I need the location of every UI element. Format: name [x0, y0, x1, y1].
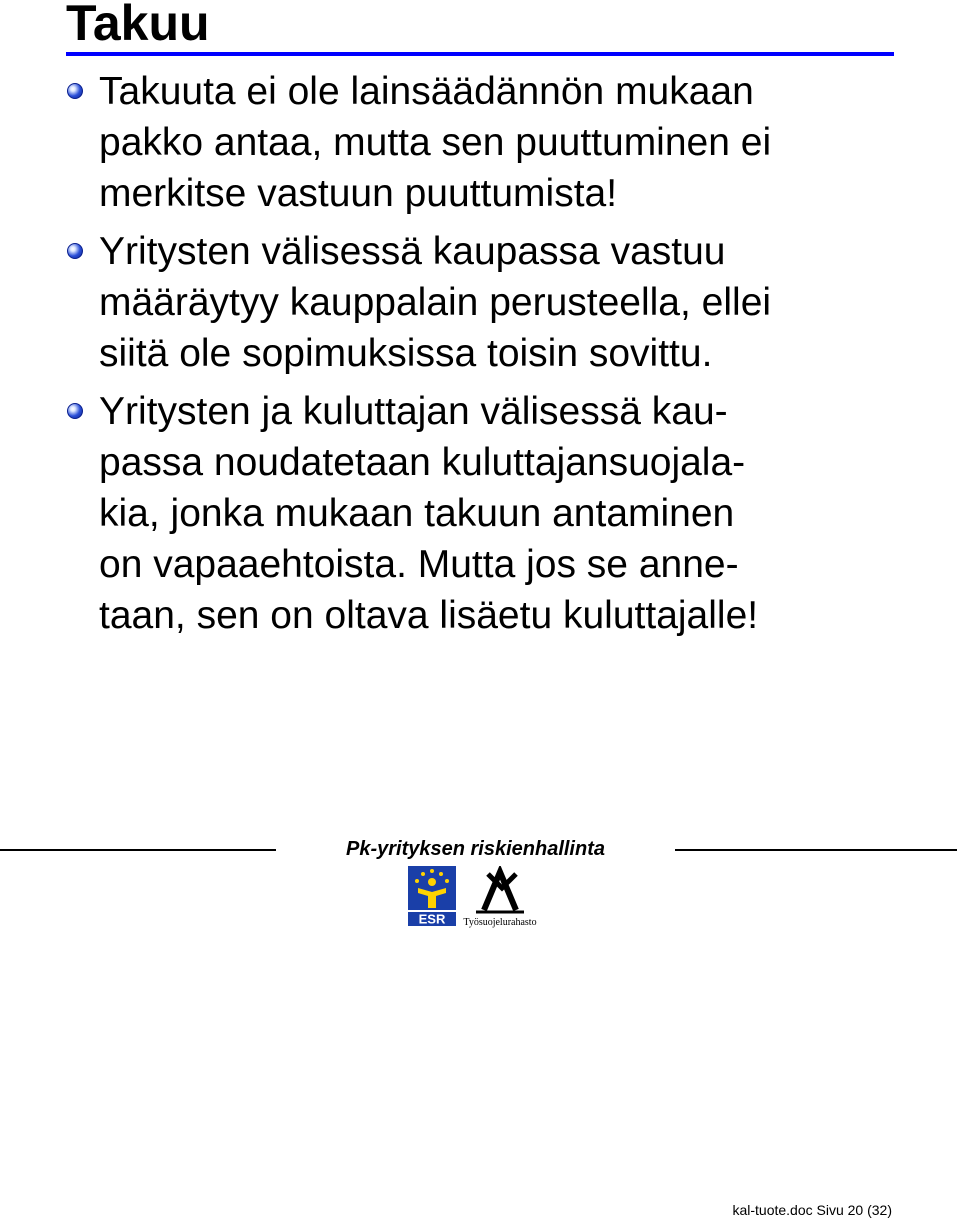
- bullet-dot-icon: [67, 243, 83, 259]
- bullet-line: merkitse vastuun puuttumista!: [99, 172, 618, 215]
- title-underline: [66, 52, 894, 56]
- footer-rule-right: [675, 849, 957, 851]
- bullet-item: [0, 66, 939, 219]
- bullet-line: määräytyy kauppalain perusteella, ellei: [99, 281, 772, 324]
- bullet-line: Yritysten välisessä kaupassa vastuu: [99, 230, 726, 273]
- bullet-line: kia, jonka mukaan takuun antaminen: [99, 492, 735, 535]
- esr-logo: [408, 866, 456, 926]
- svg-text:Työsuojelurahasto: Työsuojelurahasto: [463, 917, 537, 928]
- bullet-item: [0, 386, 939, 641]
- footer-title: Pk-yrityksen riskienhallinta: [345, 838, 605, 860]
- bullet-list: [0, 66, 960, 648]
- bullet-line: Takuuta ei ole lainsäädännön mukaan: [99, 70, 754, 113]
- svg-text:ESR: ESR: [418, 911, 446, 926]
- tyosuojelurahasto-logo: [458, 866, 542, 928]
- bullet-line: siitä ole sopimuksissa toisin sovittu.: [99, 332, 713, 375]
- bullet-dot-icon: [67, 403, 83, 419]
- bullet-line: on vapaaehtoista. Mutta jos se anne-: [99, 543, 739, 586]
- footer-rule-left: [0, 849, 276, 851]
- bullet-line: Yritysten ja kuluttajan välisessä kau-: [99, 390, 728, 433]
- bullet-line: passa noudatetaan kuluttajansuojala-: [99, 441, 746, 484]
- bullet-line: taan, sen on oltava lisäetu kuluttajalle!: [99, 594, 759, 637]
- page-number: kal-tuote.doc Sivu 20 (32): [732, 1202, 892, 1218]
- bullet-line: pakko antaa, mutta sen puuttuminen ei: [99, 121, 772, 164]
- page-title: Takuu: [66, 0, 210, 51]
- bullet-dot-icon: [67, 83, 83, 99]
- bullet-item: [0, 226, 939, 379]
